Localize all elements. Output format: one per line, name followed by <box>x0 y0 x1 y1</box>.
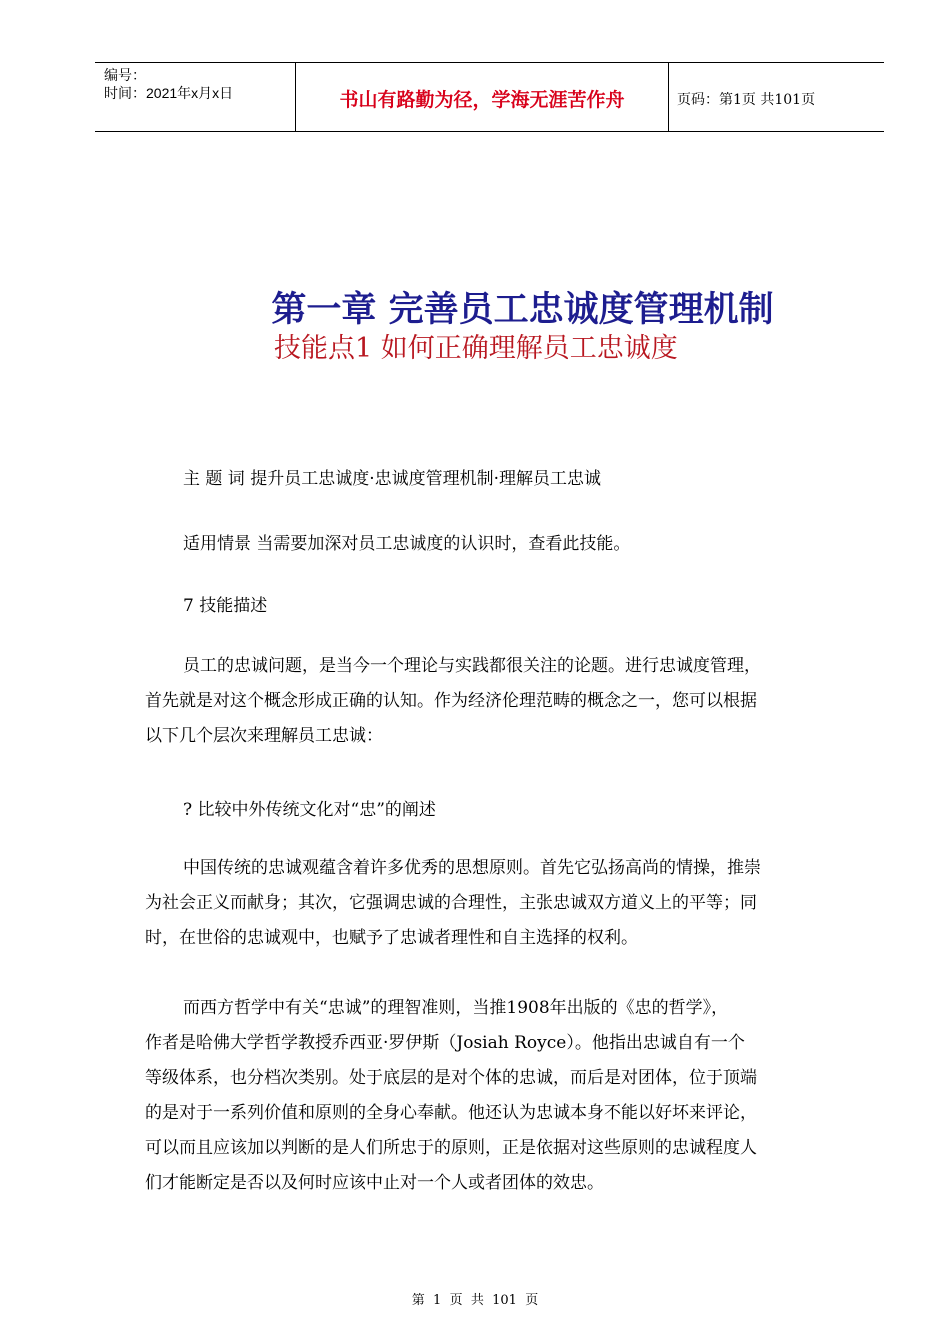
paragraph-3-line: 等级体系，也分档次类别。处于底层的是对个体的忠诚，而后是对团体，位于顶端 <box>145 1068 757 1088</box>
header-page-cell <box>668 63 884 131</box>
paragraph-3-line: 的是对于一系列价值和原则的全身心奉献。他还认为忠诚本身不能以好坏来评论， <box>145 1103 757 1123</box>
page-footer: 第 1 页 共 101 页 <box>411 1293 539 1308</box>
paragraph-3-line: 们才能断定是否以及何时应该中止对一个人或者团体的效忠。 <box>145 1173 604 1193</box>
paragraph-3-line: 而西方哲学中有关“忠诚”的理智准则，当推1908年出版的《忠的哲学》， <box>183 998 729 1018</box>
paragraph-3-line: 可以而且应该加以判断的是人们所忠于的原则，正是依据对这些原则的忠诚程度人 <box>145 1138 757 1158</box>
header-motto-cell <box>295 63 669 131</box>
paragraph-2-line: 时，在世俗的忠诚观中，也赋予了忠诚者理性和自主选择的权利。 <box>145 928 638 948</box>
paragraph-2-line: 为社会正义而献身；其次，它强调忠诚的合理性，主张忠诚双方道义上的平等；同 <box>145 893 757 913</box>
scenario-line: 适用情景 当需要加深对员工忠诚度的认识时，查看此技能。 <box>183 534 631 554</box>
paragraph-2-line: 中国传统的忠诚观蕴含着许多优秀的思想原则。首先它弘扬高尚的情操，推崇 <box>183 858 761 878</box>
document-header <box>95 62 884 132</box>
paragraph-3 <box>145 991 835 1201</box>
document-number-label: 编号： <box>104 67 146 83</box>
paragraph-1-line: 以下几个层次来理解员工忠诚： <box>145 726 383 746</box>
header-info-cell <box>95 63 295 131</box>
section-heading: 7 技能描述 <box>183 596 268 616</box>
header-page-label: 页码：第1页 共101页 <box>677 92 816 108</box>
paragraph-2 <box>145 851 835 956</box>
skill-subtitle: 技能点1 如何正确理解员工忠诚度 <box>274 333 678 364</box>
paragraph-1-line: 首先就是对这个概念形成正确的认知。作为经济伦理范畴的概念之一，您可以根据 <box>145 691 757 711</box>
paragraph-3-line: 作者是哈佛大学哲学教授乔西亚·罗伊斯（Josiah Royce）。他指出忠诚自有一个 <box>145 1033 745 1053</box>
document-time-label: 时间：2021年x月x日 <box>104 85 234 101</box>
chapter-title: 第一章 完善员工忠诚度管理机制 <box>271 289 774 330</box>
paragraph-1 <box>145 649 835 754</box>
subheading: ? 比较中外传统文化对“忠”的阐述 <box>183 800 436 820</box>
header-motto: 书山有路勤为径，学海无涯苦作舟 <box>339 89 625 111</box>
paragraph-1-line: 员工的忠诚问题，是当今一个理论与实践都很关注的论题。进行忠诚度管理， <box>183 656 761 676</box>
keywords-line: 主 题 词 提升员工忠诚度·忠诚度管理机制·理解员工忠诚 <box>183 469 602 489</box>
